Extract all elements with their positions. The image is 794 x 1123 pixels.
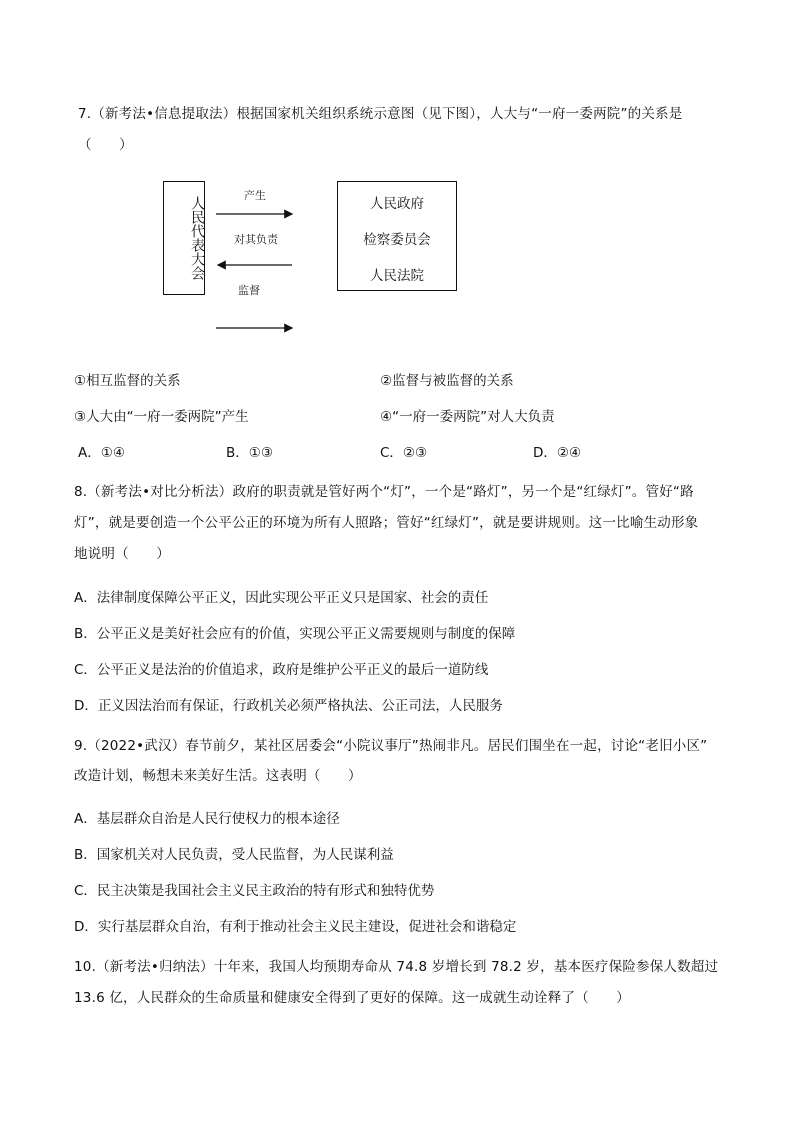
q9-stem-line-1: 9.（2022•武汉）春节前夕，某社区居委会“小院议事厅”热闹非凡。居民们围坐在一起，讨论“老旧小区” — [74, 738, 708, 754]
arrow-label-responsible: 对其负责 — [234, 233, 278, 246]
item-court: 人民法院 — [370, 268, 424, 284]
q9-option-b: B．国家机关对人民负责，受人民监督，为人民谋利益 — [74, 847, 394, 863]
q8-stem-line-3: 地说明（ ） — [74, 546, 170, 562]
npc-box-label: 人民代表大会 — [189, 196, 205, 280]
arrow-label-supervise: 监督 — [238, 284, 260, 297]
q7-statement-4: ④“一府一委两院”对人大负责 — [380, 409, 555, 425]
q8-option-a: A．法律制度保障公平正义，因此实现公平正义只是国家、社会的责任 — [74, 590, 489, 606]
q10-stem-line-2: 13.6 亿，人民群众的生命质量和健康安全得到了更好的保障。这一成就生动诠释了（ ） — [74, 990, 630, 1006]
q7-stem-line-1: 7.（新考法•信息提取法）根据国家机关组织系统示意图（见下图），人大与“一府一委两院”的关系是 — [78, 106, 683, 122]
q7-statement-3: ③人大由“一府一委两院”产生 — [74, 409, 249, 425]
q9-option-a: A．基层群众自治是人民行使权力的根本途径 — [74, 811, 340, 827]
arrow-label-produce: 产生 — [244, 189, 266, 202]
q7-statement-1: ①相互监督的关系 — [74, 373, 181, 389]
q8-option-d: D．正义因法治而有保证，行政机关必须严格执法、公正司法，人民服务 — [74, 698, 503, 714]
item-government: 人民政府 — [370, 196, 424, 212]
q7-organization-diagram — [160, 178, 460, 338]
q7-option-a: A．①④ — [78, 445, 125, 461]
q8-stem-line-1: 8.（新考法•对比分析法）政府的职责就是管好两个“灯”，一个是“路灯”，另一个是“红绿灯”。管好“路 — [74, 484, 694, 500]
q9-option-c: C．民主决策是我国社会主义民主政治的特有形式和独特优势 — [74, 883, 435, 899]
q7-option-c: C．②③ — [380, 445, 428, 461]
q7-stem-line-2: （ ） — [78, 137, 133, 153]
q7-statement-2: ②监督与被监督的关系 — [380, 373, 514, 389]
q8-stem-line-2: 灯”，就是要创造一个公平公正的环境为所有人照路；管好“红绿灯”，就是要讲规则。这一比喻生动形象 — [74, 515, 699, 531]
q7-option-d: D．②④ — [533, 445, 582, 461]
q9-option-d: D．实行基层群众自治，有利于推动社会主义民主建设，促进社会和谐稳定 — [74, 919, 517, 935]
q8-option-c: C．公平正义是法治的价值追求，政府是维护公平正义的最后一道防线 — [74, 662, 489, 678]
item-supervisory-commission: 检察委员会 — [363, 232, 431, 248]
q10-stem-line-1: 10.（新考法•归纳法）十年来，我国人均预期寿命从 74.8 岁增长到 78.2 岁，基本医疗保险参保人数超过 — [74, 959, 719, 975]
q7-option-b: B．①③ — [226, 445, 273, 461]
q8-option-b: B．公平正义是美好社会应有的价值，实现公平正义需要规则与制度的保障 — [74, 626, 516, 642]
government-bodies-box — [337, 181, 457, 291]
q9-stem-line-2: 改造计划，畅想未来美好生活。这表明（ ） — [74, 768, 362, 784]
